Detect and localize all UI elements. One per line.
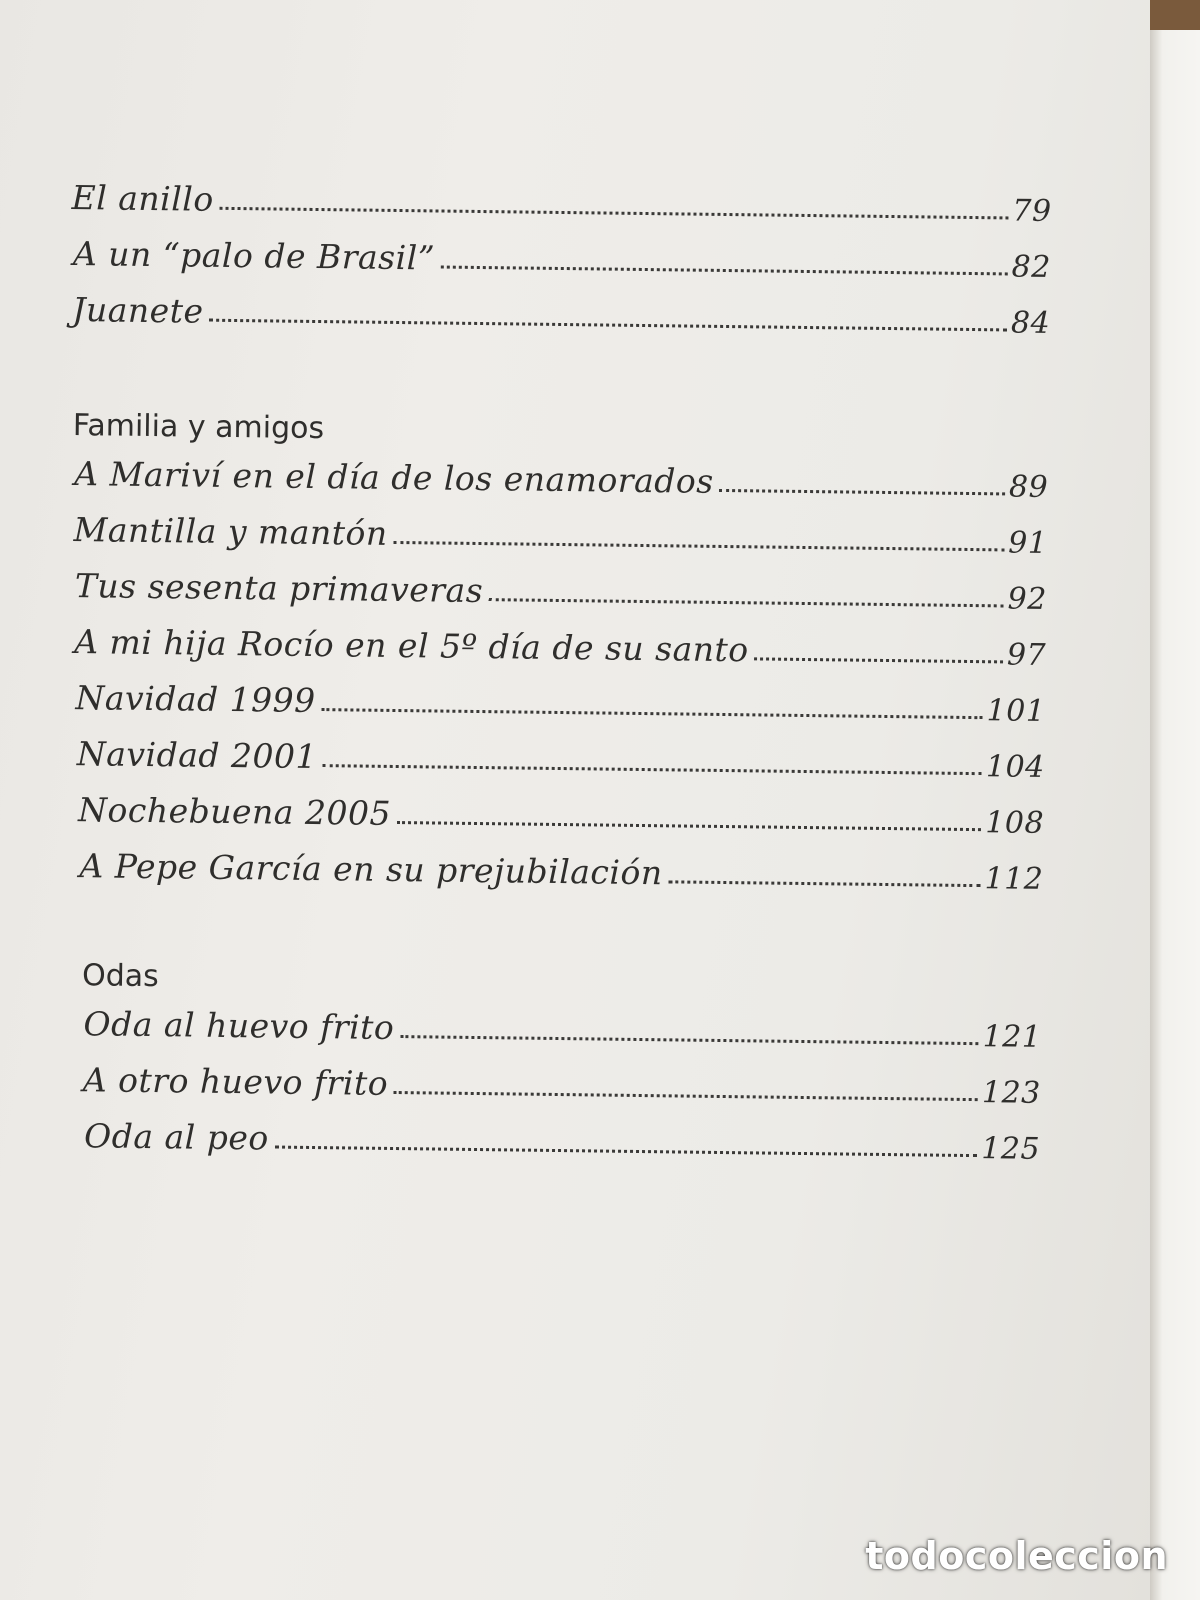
toc-entry-page: 125 [981,1131,1041,1167]
toc-entry-title: Oda al peo [83,1116,269,1158]
toc-entry-title: Navidad 2001 [76,734,318,777]
toc-entry-page: 108 [985,805,1045,841]
dot-leader [720,488,1005,495]
toc-entry-page: 101 [986,693,1046,729]
dot-leader [489,597,1004,607]
toc-entry-page: 82 [1011,249,1052,285]
dot-leader [400,1034,978,1045]
section-heading: Odas [81,958,160,995]
dot-leader [668,879,980,887]
toc-entry-title: A Pepe García en su prejubilación [79,846,663,893]
toc-entry-page: 84 [1010,305,1051,341]
toc-entry-page: 89 [1008,469,1049,505]
toc-entry-page: 92 [1007,581,1048,617]
section-heading: Familia y amigos [72,408,325,447]
site-watermark: todocoleccion [865,1534,1168,1578]
dot-leader [393,540,1004,551]
toc-entry-title: Oda al huevo frito [83,1004,395,1048]
toc-entry-page: 79 [1012,193,1052,229]
toc-entry-title: Nochebuena 2005 [77,790,392,833]
dot-leader [209,318,1007,332]
toc-entry-title: Tus sesenta primaveras [74,566,484,611]
toc-entry-title: A un “palo de Brasil” [72,234,436,278]
toc-entry-title: A Mariví en el día de los enamorados [74,454,714,501]
toc-entry-page: 97 [1006,637,1047,673]
page-edge [1150,0,1200,1600]
book-cover-corner [1150,0,1200,30]
toc-entry-title: El anillo [71,177,214,219]
toc-entry-title: Navidad 1999 [75,678,316,721]
dot-leader [394,1090,978,1101]
dot-leader [397,820,981,831]
toc-entry-title: Juanete [72,290,204,331]
dot-leader [220,206,1009,220]
toc-entry-page: 123 [981,1075,1041,1111]
dot-leader [441,265,1008,276]
toc-entry-page: 112 [984,861,1044,897]
toc-entry-page: 121 [982,1019,1042,1055]
toc-entry-page: 104 [985,749,1045,785]
toc-entry-title: Mantilla y mantón [73,510,388,553]
toc-entry-page: 91 [1008,525,1048,561]
dot-leader [323,763,982,775]
dot-leader [755,656,1003,663]
dot-leader [275,1145,978,1158]
dot-leader [322,707,983,719]
toc-entry-title: A otro huevo frito [82,1060,389,1103]
toc-entry-title: A mi hija Rocío en el 5º día de su santo [73,622,749,670]
